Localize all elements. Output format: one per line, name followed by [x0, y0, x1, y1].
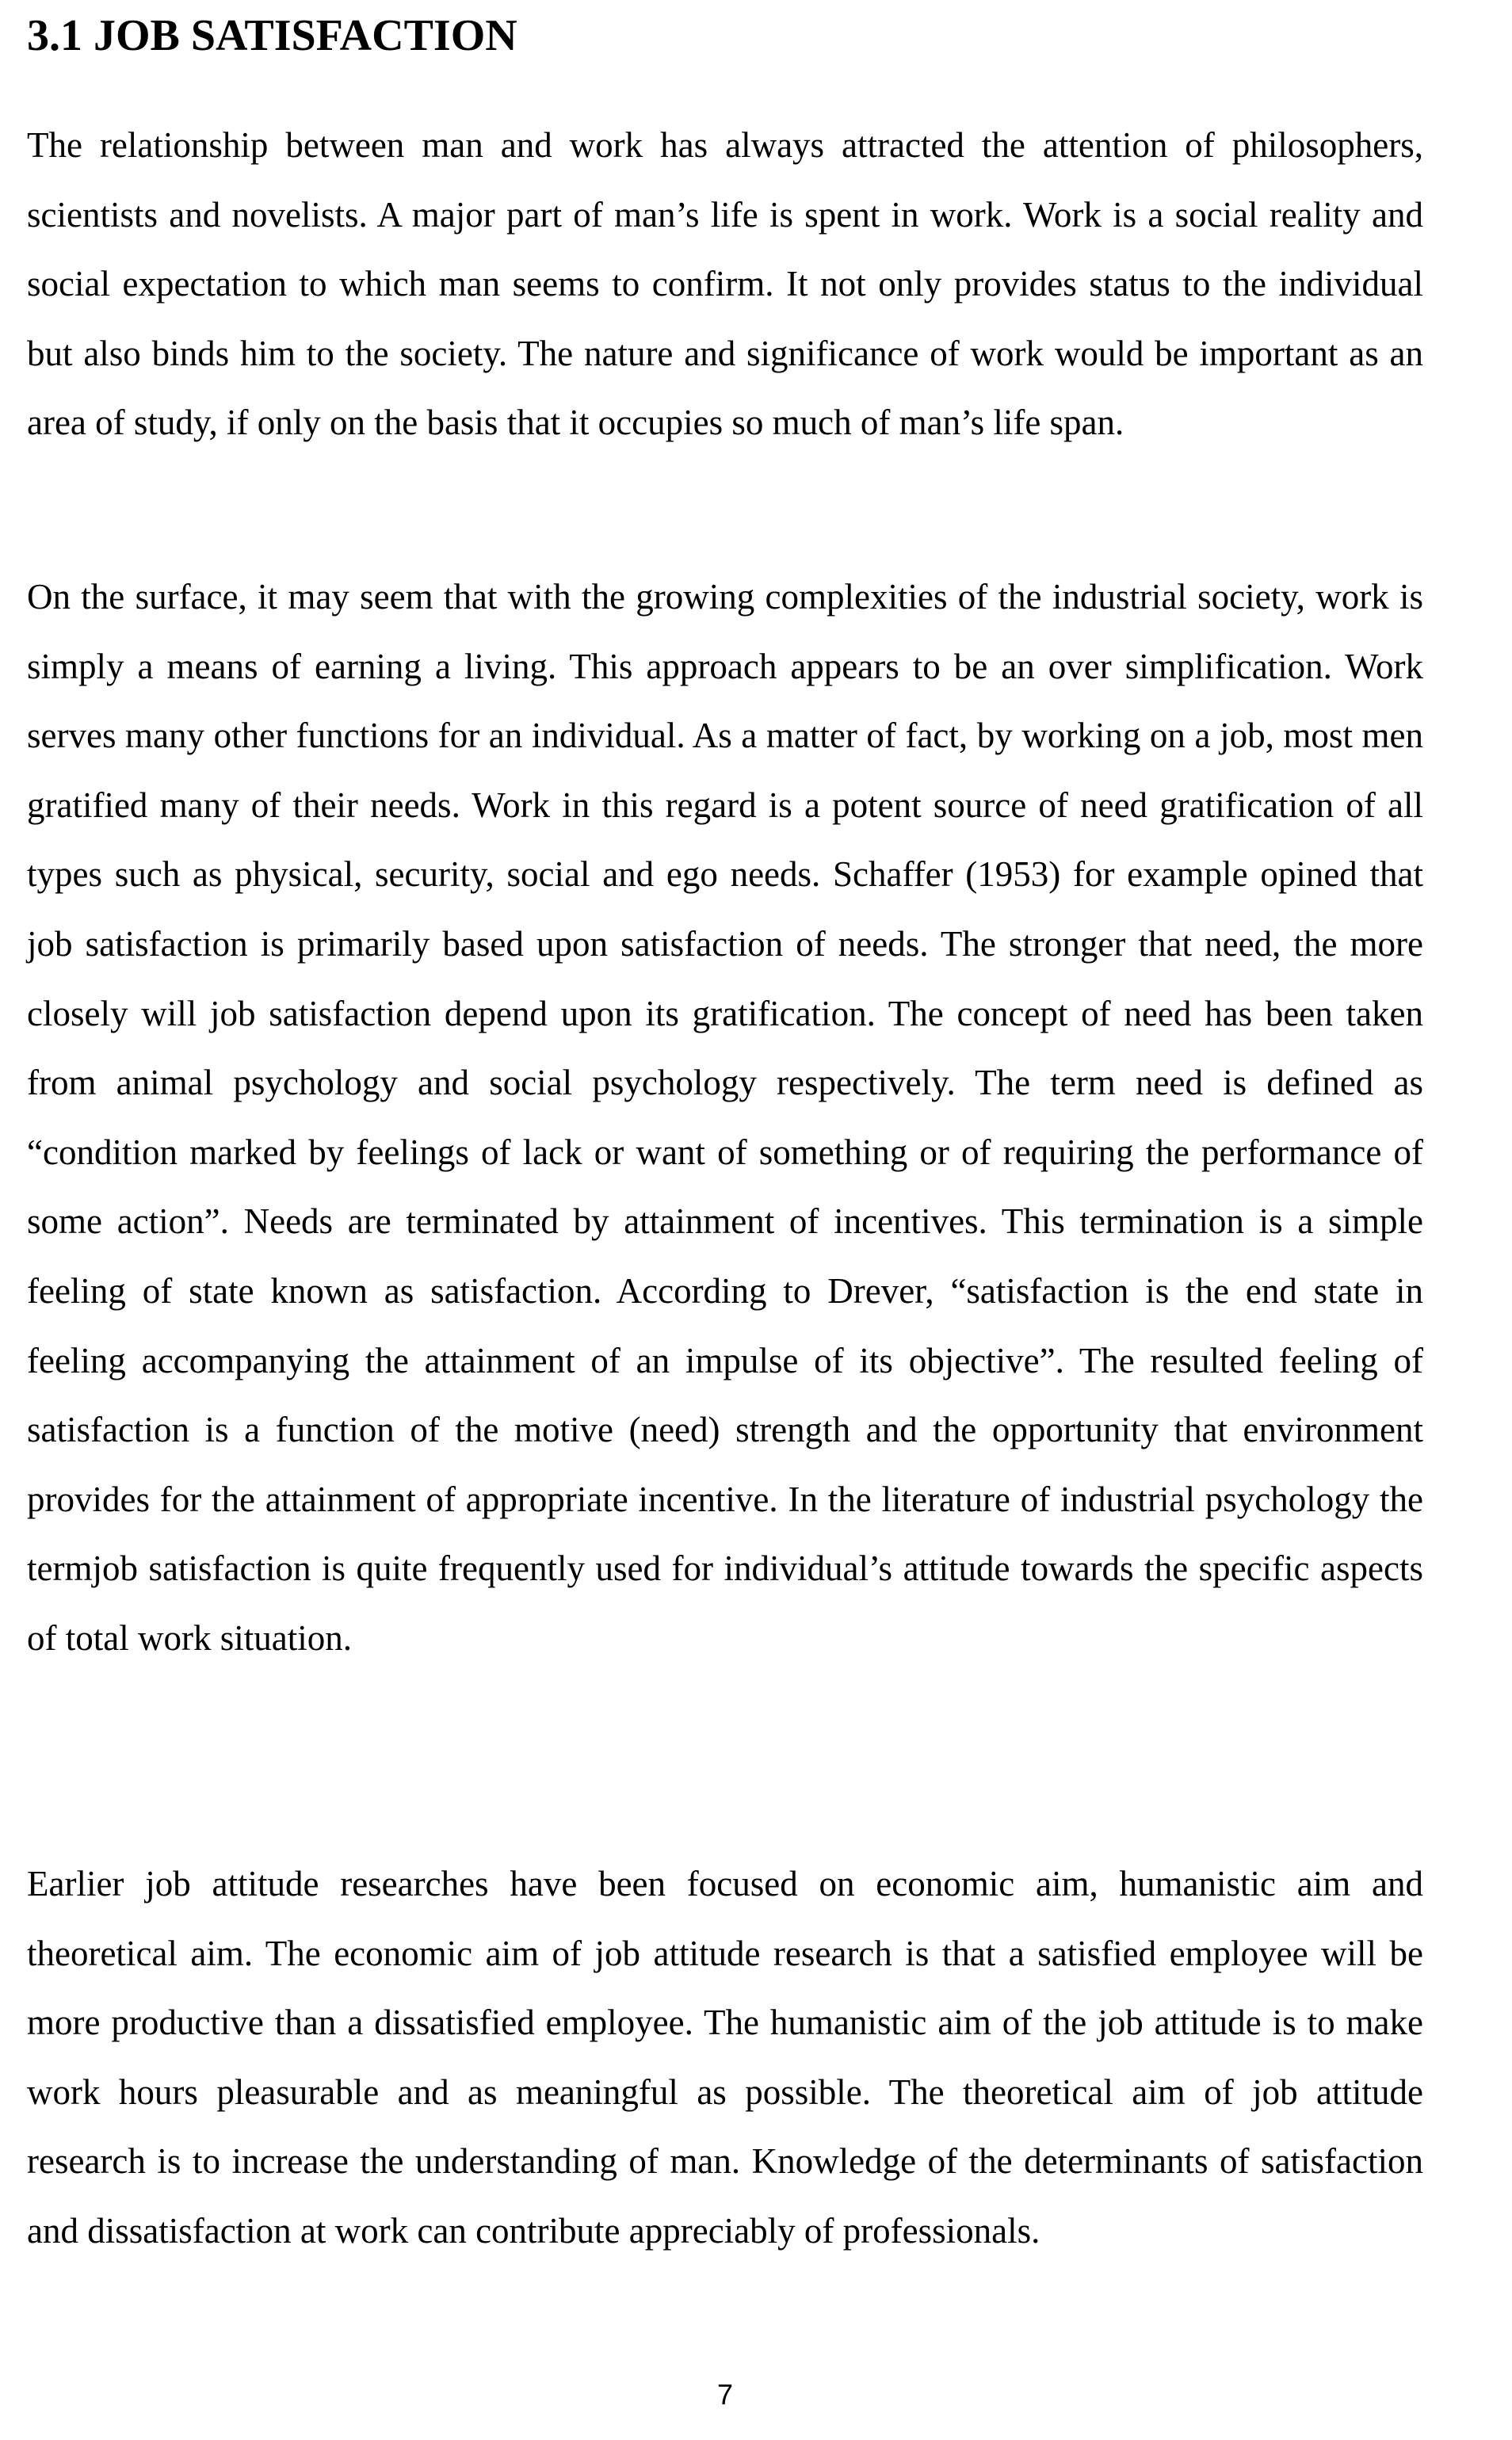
section-heading: 3.1 JOB SATISFACTION: [27, 11, 517, 60]
paragraph-need-gratification: On the surface, it may seem that with the growing complexities of the industrial society, work is simply a means of earning a living. This approach appears to be an over simplification. Work serves many other functions for an individual. As a matter of fact, by working on a job, most men gratified many of their needs. Work in this regard is a potent source of need gratification of all types such as physical, security, social and ego needs. Schaffer (1953) for example opined that job satisfaction is primarily based upon satisfaction of needs. The stronger that need, the more closely will job satisfaction depend upon its gratification. The concept of need has been taken from animal psychology and social psychology respectively. The term need is defined as “condition marked by feelings of lack or want of something or of requiring the performance of some action”. Needs are terminated by attainment of incentives. This termination is a simple feeling of state known as satisfaction. According to Drever, “satisfaction is the end state in feeling accompanying the attainment of an impulse of its objective”. The resulted feeling of satisfaction is a function of the motive (need) strength and the opportunity that environment provides for the attainment of appropriate incentive. In the literature of industrial psychology the termjob satisfaction is quite frequently used for individual’s attitude towards the specific aspects of total work situation.: [27, 577, 1423, 1658]
page-number: 7: [716, 2378, 734, 2411]
paragraph-work-relationship: The relationship between man and work has always attracted the attention of philosophers, scientists and novelists. A major part of man’s life is spent in work. Work is a social reality and social expectation to which man seems to confirm. It not only provides status to the individual but also binds him to the society. The nature and significance of work would be important as an area of study, if only on the basis that it occupies so much of man’s life span.: [27, 125, 1423, 443]
paragraph-job-attitude-research: Earlier job attitude researches have been focused on economic aim, humanistic aim and theoretical aim. The economic aim of job attitude research is that a satisfied employee will be more productive than a dissatisfied employee. The humanistic aim of the job attitude is to make work hours pleasurable and as meaningful as possible. The theoretical aim of job attitude research is to increase the understanding of man. Knowledge of the determinants of satisfaction and dissatisfaction at work can contribute appreciably of professionals.: [27, 1864, 1423, 2251]
